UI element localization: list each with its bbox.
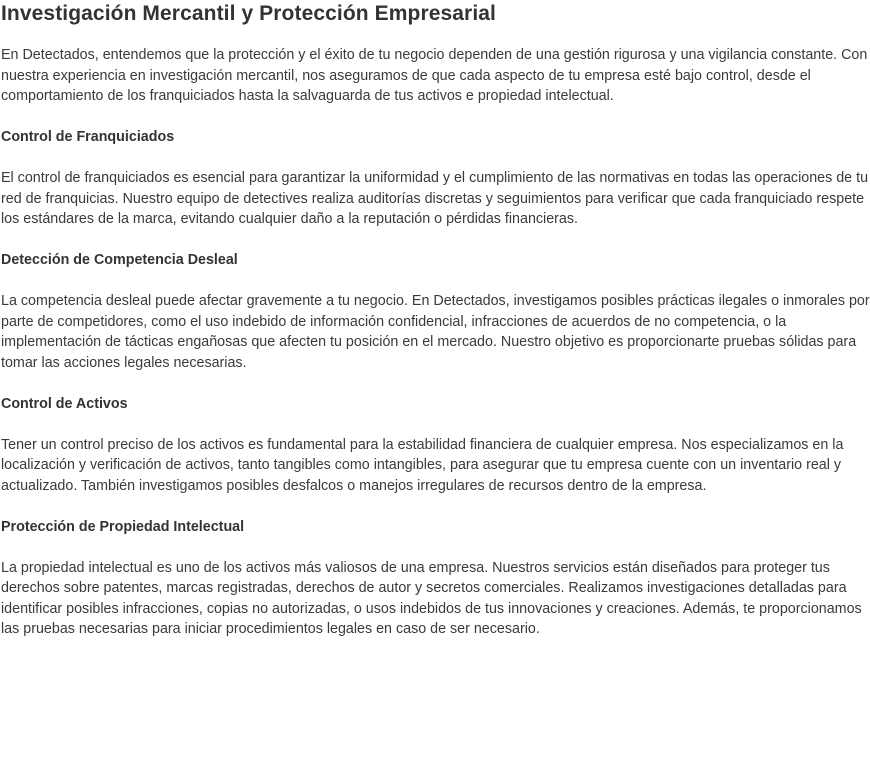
section-body-propiedad-intelectual: La propiedad intelectual es uno de los activos más valiosos de una empresa. Nuestros servicios están diseñados para proteger tus derechos sobre patentes, marcas registradas, derechos de autor y secretos comerciales. Realizamos investigaciones detalladas para identificar posibles infracciones, copias no autorizadas, o usos indebidos de tus innovaciones y creaciones. Además, te proporcionamos las pruebas necesarias para iniciar procedimientos legales en caso de ser necesario. — [1, 559, 862, 637]
section-heading-propiedad-intelectual: Protección de Propiedad Intelectual — [1, 518, 245, 535]
section-body-franquiciados: El control de franquiciados es esencial para garantizar la uniformidad y el cumplimiento de las normativas en todas las operaciones de tu red de franquicias. Nuestro equipo de detectives realiza auditorías discretas y seguimientos para verificar que cada franquiciado respete los estándares de la marca, evitando cualquier daño a la reputación o pérdidas financieras. — [1, 170, 869, 227]
section-heading-control-activos: Control de Activos — [1, 395, 128, 412]
section-body-control-activos: Tener un control preciso de los activos es fundamental para la estabilidad financiera de cualquier empresa. Nos especializamos en la localización y verificación de activos, tanto tangibles como intangibles, para asegurar que tu empresa cuente con un inventario real y actualizado. También investigamos posibles desfalcos o manejos irregulares de recursos dentro de la empresa. — [1, 436, 844, 494]
section-heading-competencia-desleal: Detección de Competencia Desleal — [1, 252, 238, 268]
intro-paragraph: En Detectados, entendemos que la protección y el éxito de tu negocio dependen de una gestión rigurosa y una vigilancia constante. Con nuestra experiencia en investigación mercantil, nos aseguramos de que cada aspecto de tu empresa esté bajo control, desde el comportamiento de los franquiciados hasta la salvaguarda de tus activos e propiedad intelectual. — [1, 47, 868, 104]
page-title: Investigación Mercantil y Protección Empresarial — [1, 2, 496, 25]
section-body-competencia-desleal: La competencia desleal puede afectar gravemente a tu negocio. En Detectados, investigamos posibles prácticas ilegales o inmorales por parte de competidores, como el uso indebido de información confidencial, infracciones de acuerdos de no competencia, o la implementación de tácticas engañosas que afecten tu posición en el mercado. Nuestro objetivo es proporcionarte pruebas sólidas para tomar las acciones legales necesarias. — [1, 293, 870, 371]
section-heading-franquiciados: Control de Franquiciados — [1, 129, 175, 145]
